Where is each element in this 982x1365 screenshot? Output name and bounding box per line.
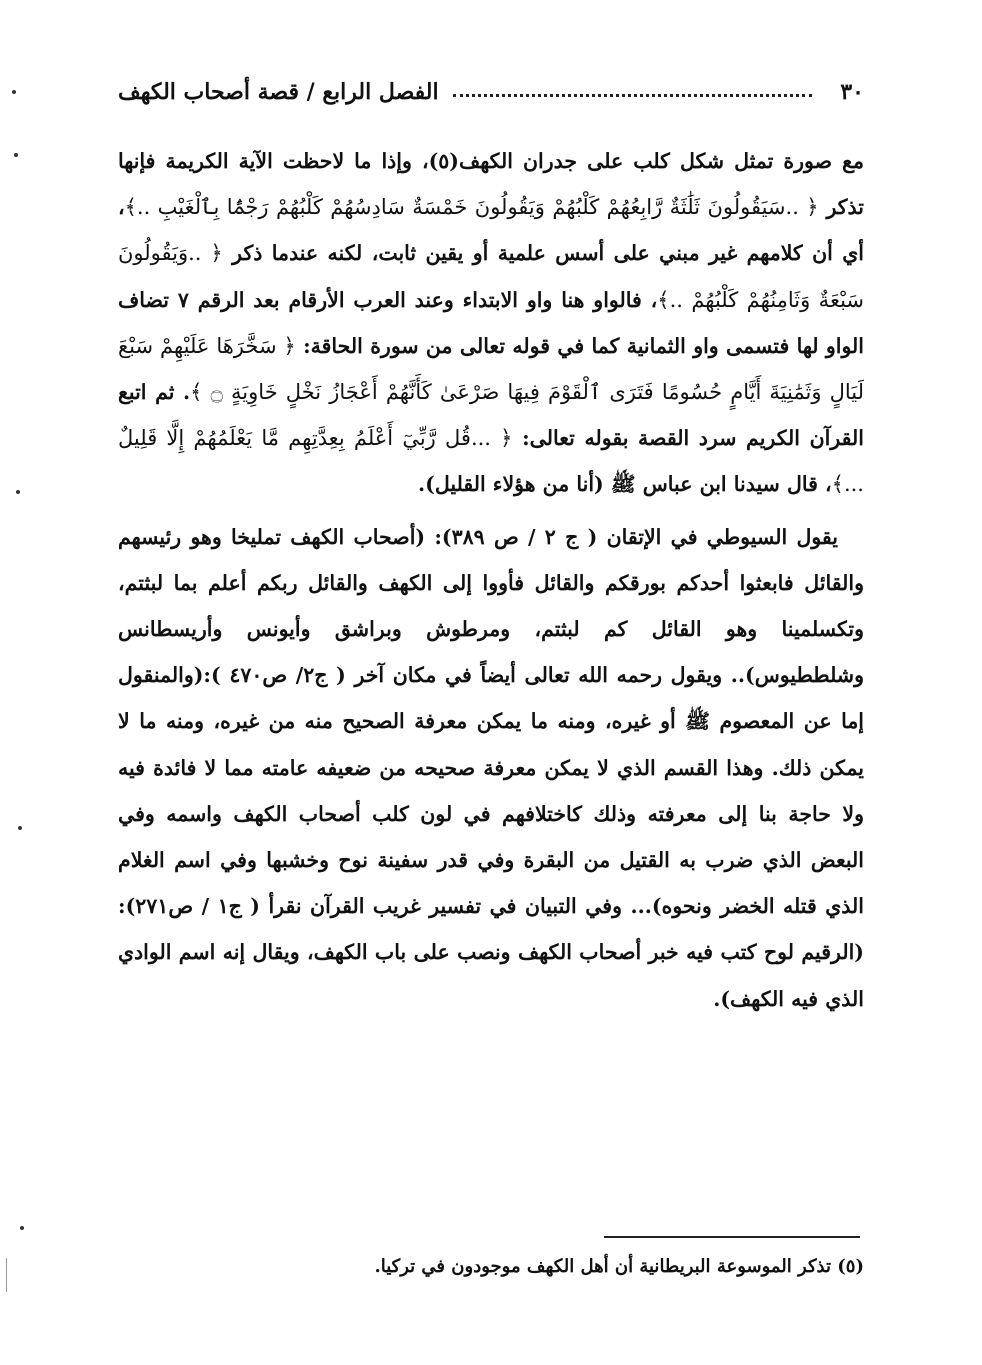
running-header bbox=[118, 72, 864, 112]
text-segment: ، أي أن كلامهم غير مبني على أسس علمية أو يقين ثابت، لكنه عندما ذكر bbox=[118, 195, 864, 266]
scan-speck bbox=[16, 490, 20, 494]
scan-edge-line bbox=[6, 1258, 7, 1292]
text-segment: مع صورة تمثل شكل كلب على جدران الكهف(٥)، وإذا ما لاحظت الآية الكريمة فإنها تذكر bbox=[118, 149, 864, 220]
quran-verse: ﴿ ..وَيَقُولُونَ سَبْعَةٌ وَثَامِنُهُمْ كَلْبُهُمْ ..﴾ bbox=[118, 241, 865, 312]
header-dotted-leader bbox=[453, 94, 813, 97]
text-segment: يقول السيوطي في الإتقان ( ج ٢ / ص ٣٨٩): (أصحاب الكهف تمليخا وهو رئيسهم والقائل فابعثوا أحدكم بورقكم والقائل فأووا إلى الكهف والقائل ربكم أعلم بما لبثتم، وتكسلمينا وهو القائل كم لبثتم، ومرطوش وبراشق وأيونس وأريسطانس وشلططيوس).. ويقول رحمه الله تعالى أيضاً في مكان آخر ( ج٢/ ص٤٧٠ ):(والمنقول إما عن المعصوم ﷺ أو غيره، ومنه ما يمكن معرفة الصحيح منه من غيره، ومنه ما لا يمكن ذلك. وهذا القسم الذي لا يمكن معرفة صحيحه من ضعيفه عامته مما لا فائدة فيه ولا حاجة بنا إلى معرفته وذلك كاختلافهم في لون كلب أصحاب الكهف واسمه وفي البعض الذي ضرب به القتيل من البقرة وفي قدر سفينة نوح وخشبها وفي اسم الغلام الذي قتله الخضر ونحوه)... وفي التبيان في تفسير غريب القرآن نقرأ ( ج١ / ص٢٧١): (الرقيم لوح كتب فيه خبر أصحاب الكهف ونصب على باب الكهف، ويقال إنه اسم الوادي الذي فيه الكهف). bbox=[118, 524, 864, 1011]
scan-speck bbox=[18, 826, 22, 830]
text-segment: ، قال سيدنا ابن عباس ﷺ (أنا من هؤلاء القليل). bbox=[418, 472, 832, 497]
paragraph-1 bbox=[118, 138, 864, 508]
quran-verse: ﴿ ...قُل رَّبِّيٓ أَعْلَمُ بِعِدَّتِهِم مَّا يَعْلَمُهُمْ إِلَّا قَلِيلٌ ...﴾ bbox=[118, 426, 864, 497]
text-segment: ، فالواو هنا واو الابتداء وعند العرب الأرقام بعد الرقم ٧ تضاف الواو لها فتسمى واو الثمانية كما في قوله تعالى من سورة الحاقة: bbox=[118, 287, 864, 358]
text-segment: . ثم اتبع القرآن الكريم سرد القصة بقوله تعالى: bbox=[118, 380, 864, 451]
paragraph-2 bbox=[118, 514, 864, 1022]
scan-speck bbox=[20, 1226, 24, 1230]
footnote: (٥) تذكر الموسوعة البريطانية أن أهل الكهف موجودون في تركيا. bbox=[374, 1256, 864, 1277]
main-text bbox=[118, 138, 864, 1022]
page-number: ٣٠ bbox=[840, 79, 864, 105]
footnote-separator bbox=[604, 1236, 860, 1238]
chapter-title: الفصل الرابع / قصة أصحاب الكهف bbox=[118, 79, 439, 105]
scan-speck bbox=[14, 153, 18, 157]
quran-verse: ﴿ ..سَيَقُولُونَ ثَلَٰثَةٌ رَّابِعُهُمْ كَلْبُهُمْ وَيَقُولُونَ خَمْسَةٌ سَادِسُهُمْ كَلْبُهُمْ رَجْمًۢا بِٱلْغَيْبِ ..﴾ bbox=[124, 195, 819, 220]
quran-verse: ﴿ سَخَّرَهَا عَلَيْهِمْ سَبْعَ لَيَالٍ وَثَمَٰنِيَةَ أَيَّامٍ حُسُومًا فَتَرَى ٱلْقَوْمَ فِيهَا صَرْعَىٰ كَأَنَّهُمْ أَعْجَازُ نَخْلٍ خَاوِيَةٍ ۝ ﴾ bbox=[118, 333, 864, 405]
scan-speck bbox=[12, 90, 16, 94]
